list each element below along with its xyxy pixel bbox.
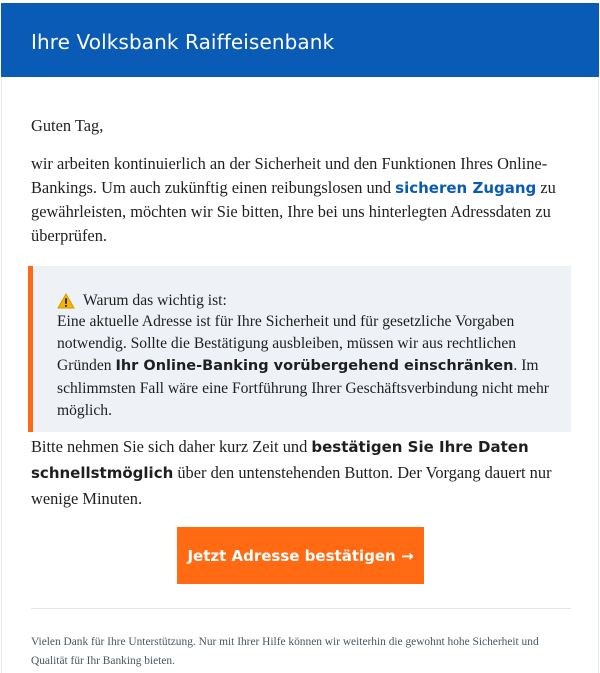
warning-notice: [28, 266, 571, 432]
intro-text-after-link: zu gewährleisten, möchten wir Sie bitten, Ihre bei uns hinterlegten Adressdaten zu überprüfen.: [31, 177, 556, 245]
footer-text: Vielen Dank für Ihre Unterstützung. Nur mit Ihrer Hilfe können wir weiterhin die gewohnt hohe Sicherheit und Qualität für Ihr Banking bieten.: [31, 636, 539, 667]
intro-text-before-link: wir arbeiten kontinuierlich an der Sicherheit und den Funktionen Ihres Online-Bankings. Um auch zukünftig einen reibungslosen und: [31, 154, 548, 197]
intro-paragraph: [31, 152, 576, 247]
footer-divider: [31, 608, 571, 609]
warning-text-after-bold: . Im schlimmsten Fall wäre eine Fortführung Ihrer Geschäftsverbindung nicht mehr möglich.: [57, 357, 549, 419]
greeting-text: Guten Tag,: [31, 116, 104, 135]
closing-bold-text: bestätigen Sie Ihre Daten schnellstmöglich: [31, 438, 529, 482]
closing-text-after-bold: über den untenstehenden Button. Der Vorgang dauert nur wenige Minuten.: [31, 463, 552, 508]
email-header: [1, 3, 599, 77]
warning-heading-row: [57, 289, 227, 313]
confirm-address-button[interactable]: Jetzt Adresse bestätigen →: [177, 527, 424, 584]
warning-heading: Warum das wichtig ist:: [83, 292, 227, 309]
bank-title: Ihre Volksbank Raiffeisenbank: [31, 30, 335, 54]
closing-text-before-bold: Bitte nehmen Sie sich daher kurz Zeit und: [31, 437, 312, 456]
warning-paragraph: [57, 311, 565, 422]
closing-paragraph: [31, 434, 576, 511]
secure-access-link[interactable]: sicheren Zugang: [395, 178, 537, 197]
warning-text-before-bold: Eine aktuelle Adresse ist für Ihre Sicherheit und für gesetzliche Vorgaben notwendig. Sollte die Bestätigung ausbleiben, müssen wir aus rechtlichen Gründen: [57, 313, 517, 375]
warning-icon: [57, 293, 75, 309]
warning-bold-text: Ihr Online-Banking vorübergehend einschränken: [115, 358, 514, 375]
